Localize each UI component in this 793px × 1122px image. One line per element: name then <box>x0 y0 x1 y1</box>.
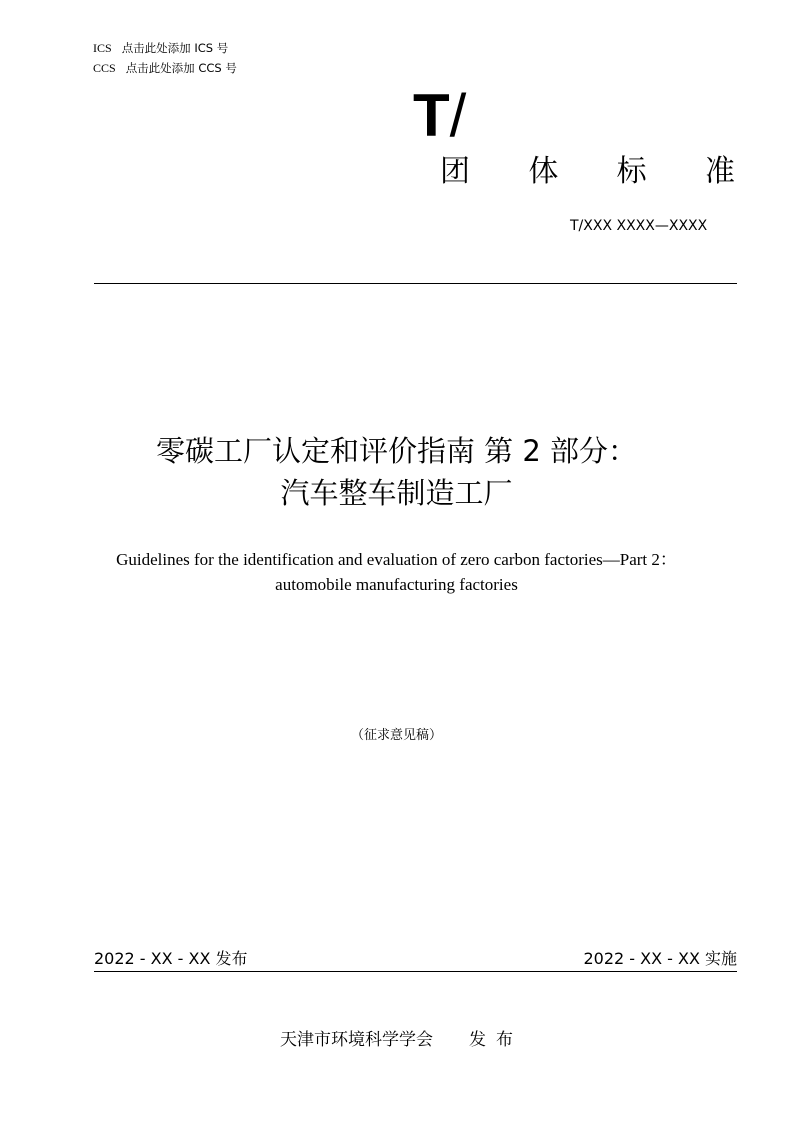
ics-label: ICS <box>93 41 112 55</box>
category-char: 体 <box>528 154 559 189</box>
category-char: 标 <box>616 154 647 189</box>
publisher-name: 天津市环境科学学会 <box>280 1030 433 1050</box>
standard-category <box>440 152 735 192</box>
standard-mark <box>413 82 467 149</box>
mark-slash: / <box>449 82 467 149</box>
ics-value[interactable]: 点击此处添加 ICS 号 <box>121 41 229 55</box>
draft-label: （征求意见稿） <box>350 728 442 743</box>
category-char: 准 <box>704 154 735 189</box>
category-char: 团 <box>440 154 470 189</box>
standard-number: T/XXX XXXX—XXXX <box>570 218 708 234</box>
ccs-value[interactable]: 点击此处添加 CCS 号 <box>125 61 237 75</box>
ccs-line <box>93 60 237 76</box>
implement-date: 2022 - XX - XX 实施 <box>583 949 737 968</box>
publish-date: 2022 - XX - XX 发布 <box>94 949 248 968</box>
title-en-line2: automobile manufacturing factories <box>275 575 518 594</box>
ics-line <box>93 40 228 56</box>
title-zh-line2: 汽车整车制造工厂 <box>280 476 513 510</box>
publish-action: 发布 <box>469 1030 523 1050</box>
bottom-divider <box>94 971 737 972</box>
mark-t: T <box>413 82 450 149</box>
title-en-line1: Guidelines for the identification and evaluation of zero carbon factories—Part 2： <box>116 550 677 569</box>
ccs-label: CCS <box>93 61 116 75</box>
title-chinese <box>0 430 793 514</box>
top-divider <box>94 283 737 284</box>
title-english <box>0 547 793 597</box>
title-zh-line1: 零碳工厂认定和评价指南 第 2 部分： <box>155 434 638 468</box>
publisher <box>280 1025 523 1050</box>
